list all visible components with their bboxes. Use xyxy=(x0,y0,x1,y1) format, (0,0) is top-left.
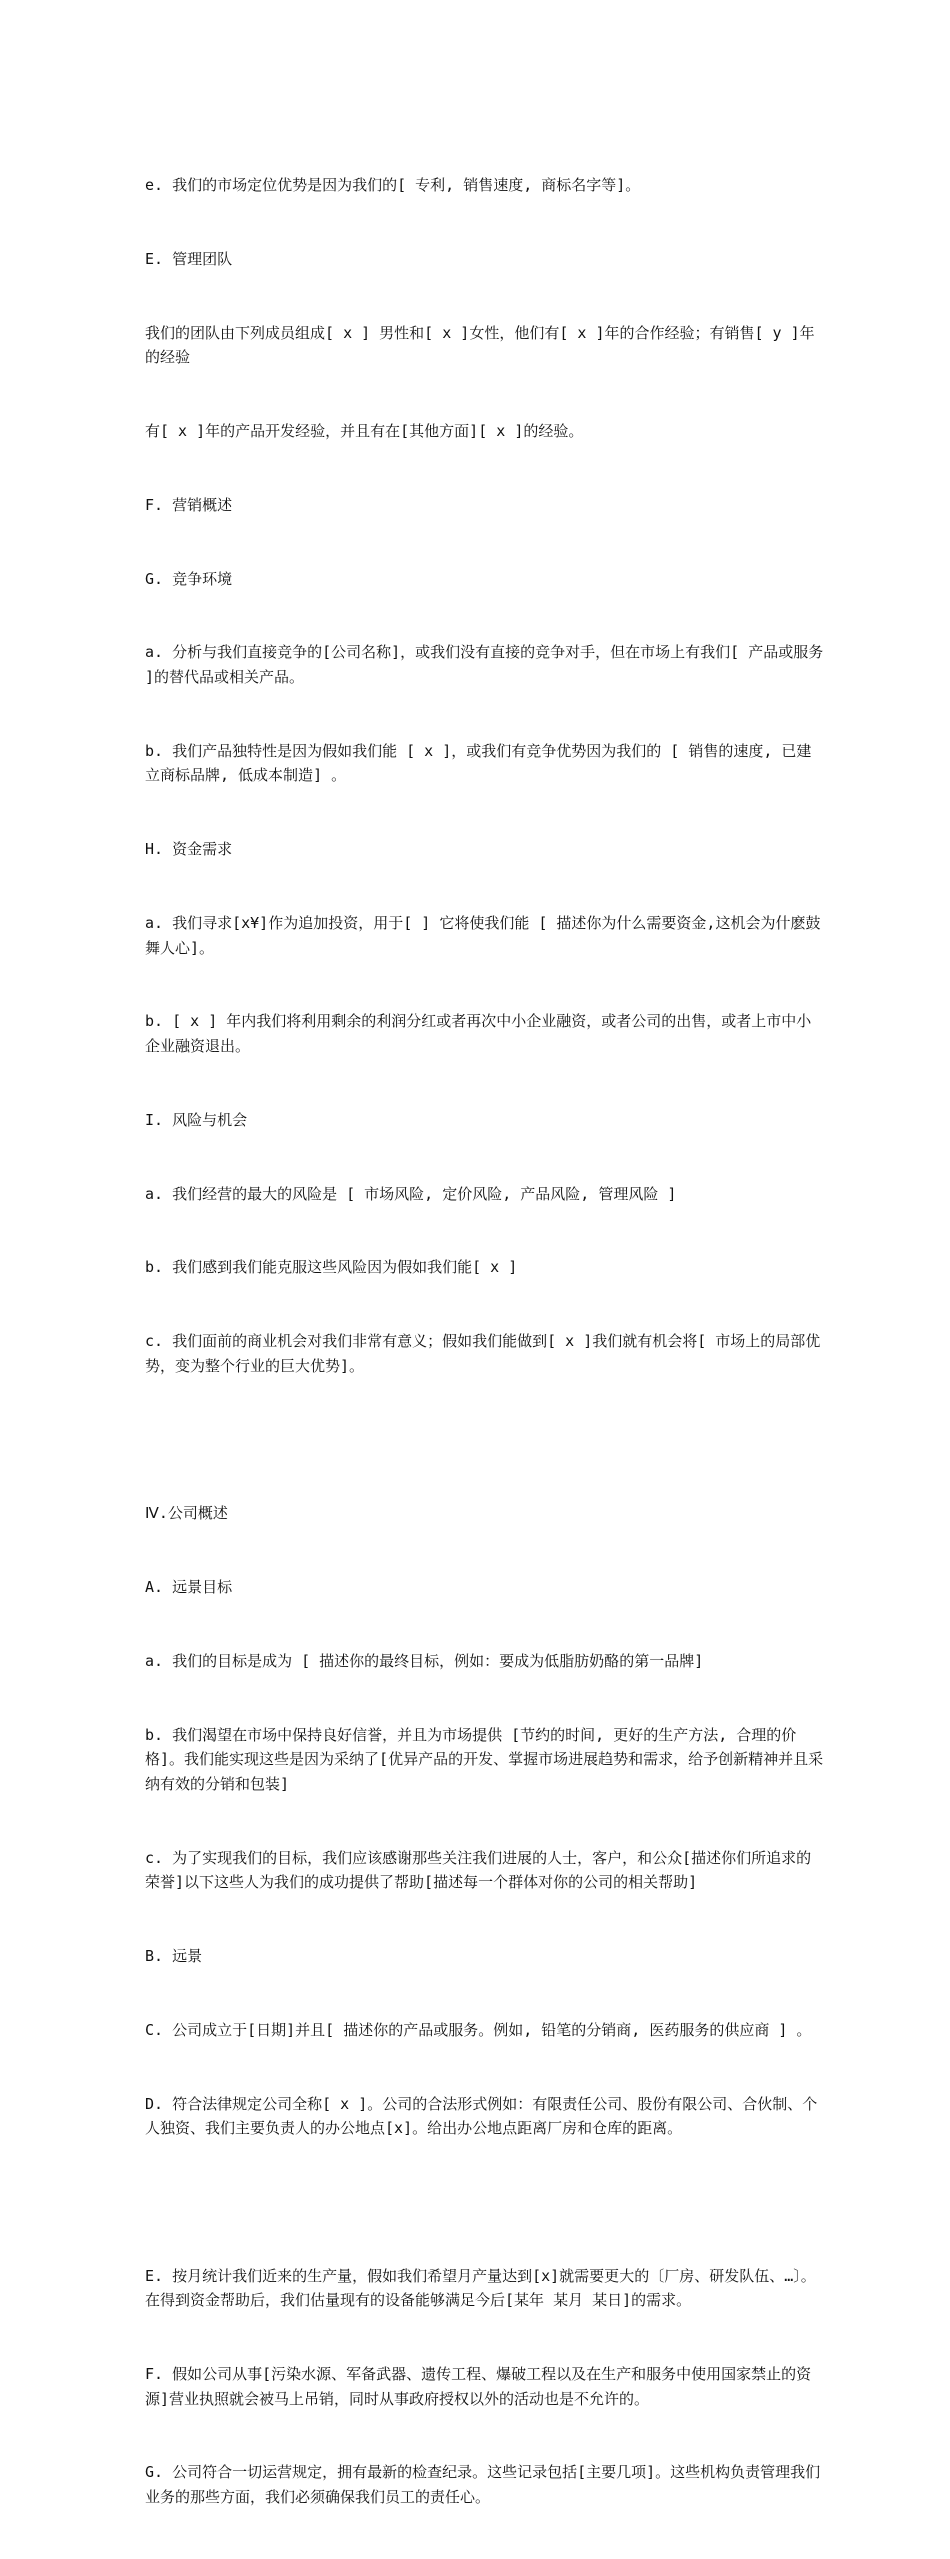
section-heading: B. 远景 xyxy=(145,1946,203,1965)
section-heading: H. 资金需求 xyxy=(145,840,233,859)
section-heading: E. 管理团队 xyxy=(145,249,233,268)
text-line: c. 为了实现我们的目标，我们应该感谢那些关注我们进展的人士，客户，和公众[描述你们所追求的荣誉]以下这些人为我们的成功提供了帮助[描述每一个群体对你的公司的相关帮助] xyxy=(145,1848,812,1892)
text-line: c. 我们面前的商业机会对我们非常有意义；假如我们能做到[ x ]我们就有机会将[ 市场上的局部优势，变为整个行业的巨大优势]。 xyxy=(145,1332,821,1375)
text-line: E. 按月统计我们近来的生产量，假如我们希望月产量达到[x]就需要更大的〔厂房、研发队伍、…〕。在得到资金帮助后，我们估量现有的设备能够满足今后[某年 某月 某日]的需求。 xyxy=(145,2266,816,2310)
text-line: e. 我们的市场定位优势是因为我们的[ 专利, 销售速度, 商标名字等]。 xyxy=(145,176,641,195)
text-line: C. 公司成立于[日期]并且[ 描述你的产品或服务。例如, 铅笔的分销商, 医药服务的供应商 ] 。 xyxy=(145,2020,812,2039)
text-line: b. [ x ] 年内我们将利用剩余的利润分红或者再次中小企业融资，或者公司的出售，或者上市中小企业融资退出。 xyxy=(145,1012,812,1055)
text-line: 有[ x ]年的产品开发经验，并且有在[其他方面][ x ]的经验。 xyxy=(145,422,584,441)
document-body xyxy=(145,124,833,2559)
section-heading: F. 营销概述 xyxy=(145,495,233,514)
text-line: b. 我们产品独特性是因为假如我们能 [ x ]，或我们有竞争优势因为我们的 [ 销售的速度, 已建立商标品牌, 低成本制造] 。 xyxy=(145,741,812,785)
text-line: D. 符合法律规定公司全称[ x ]。公司的合法形式例如：有限责任公司、股份有限公司、合伙制、个人独资、我们主要负责人的办公地点[x]。给出办公地点距离厂房和仓库的距离。 xyxy=(145,2094,818,2138)
text-line: G. 公司符合一切运营规定，拥有最新的检查纪录。这些记录包括[主要几项]。这些机构负责管理我们业务的那些方面，我们必须确保我们员工的责任心。 xyxy=(145,2463,821,2506)
section-heading: G. 竞争环境 xyxy=(145,569,233,588)
text-line: b. 我们感到我们能克服这些风险因为假如我们能[ x ] xyxy=(145,1258,518,1277)
text-line: a. 我们的目标是成为 [ 描述你的最终目标，例如：要成为低脂肪奶酪的第一品牌] xyxy=(145,1651,704,1670)
blank-line xyxy=(145,2190,825,2215)
chapter-heading: Ⅳ.公司概述 xyxy=(145,1504,228,1523)
text-line: b. 我们渴望在市场中保持良好信誉，并且为市场提供 [节约的时间, 更好的生产方法, 合理的价格]。我们能实现这些是因为采纳了[优异产品的开发、掌握市场进展趋势和需求，给予创新精神并且采纳有效的分销和包装] xyxy=(145,1725,824,1793)
section-heading: A. 远景目标 xyxy=(145,1578,233,1597)
text-line: F. 假如公司从事[污染水源、军备武器、遗传工程、爆破工程以及在生产和服务中使用国家禁止的资源]营业执照就会被马上吊销，同时从事政府授权以外的活动也是不允许的。 xyxy=(145,2365,812,2408)
text-line: 我们的团队由下列成员组成[ x ] 男性和[ x ]女性，他们有[ x ]年的合作经验；有销售[ y ]年的经验 xyxy=(145,323,815,367)
section-heading: I. 风险与机会 xyxy=(145,1110,248,1129)
text-line: a. 分析与我们直接竞争的[公司名称]，或我们没有直接的竞争对手，但在市场上有我们[ 产品或服务 ]的替代品或相关产品。 xyxy=(145,643,833,687)
blank-line xyxy=(145,1427,825,1452)
text-line: a. 我们寻求[x¥]作为追加投资，用于[ ] 它将使我们能 [ 描述你为什么需要资金,这机会为什麽鼓舞人心]。 xyxy=(145,914,821,957)
text-line: a. 我们经营的最大的风险是 [ 市场风险, 定价风险, 产品风险, 管理风险 ] xyxy=(145,1184,677,1203)
